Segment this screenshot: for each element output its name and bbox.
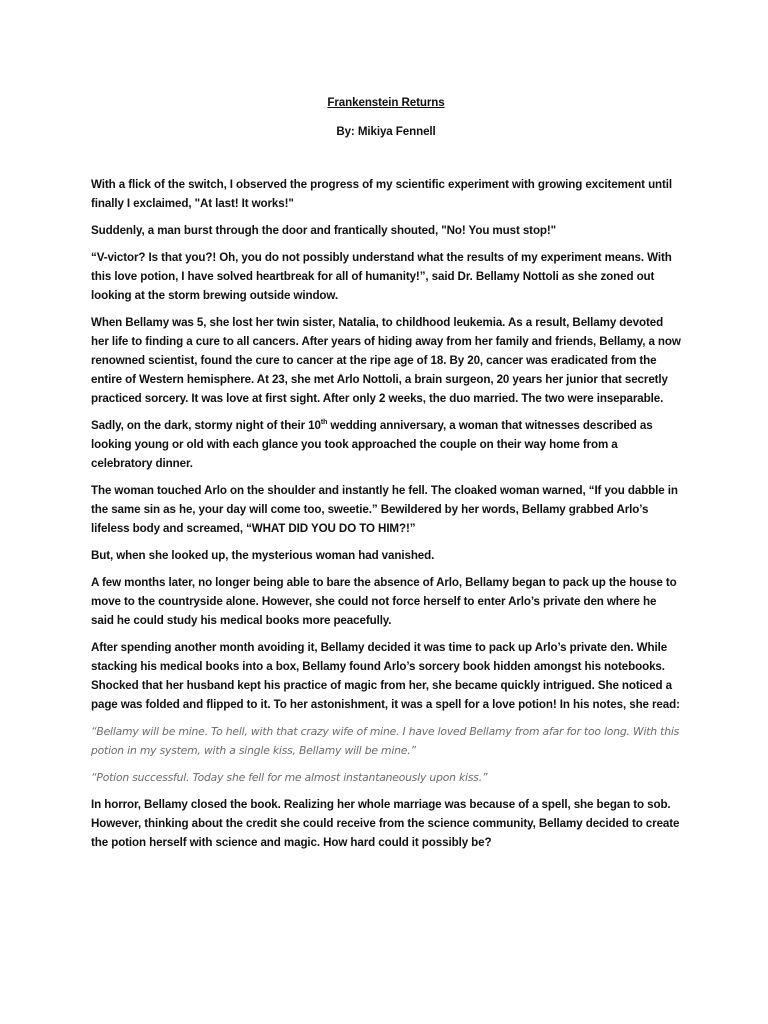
paragraph-5-superscript: th xyxy=(320,419,328,427)
paragraph-9: After spending another month avoiding it, Bellamy decided it was time to pack up Arlo’s private den. While stacking his medical books into a box, Bellamy found Arlo’s sorcery book hidden amongst his notebooks. Shocked that her husband kept his practice of magic from her, she became quickly intrigued. She noticed a page was folded and flipped to it. To her astonishment, it was a spell for a love potion! In his notes, she read: xyxy=(91,641,680,711)
document-title: Frankenstein Returns xyxy=(327,96,445,109)
paragraph-1: With a flick of the switch, I observed the progress of my scientific experiment with growing excitement until finally I exclaimed, "At last! It works!" xyxy=(91,178,673,210)
paragraph-5-before: Sadly, on the dark, stormy night of their 10 xyxy=(91,419,321,432)
closing-paragraph: In horror, Bellamy closed the book. Realizing her whole marriage was because of a spell, she began to sob. However, thinking about the credit she could receive from the science community, Bellamy decided to create the potion herself with science and magic. How hard could it possibly be? xyxy=(91,798,680,849)
handwritten-note-2: “Potion successful. Today she fell for me almost instantaneously upon kiss.” xyxy=(91,771,488,784)
paragraph-5 xyxy=(91,416,681,473)
paragraph-6: The woman touched Arlo on the shoulder and instantly he fell. The cloaked woman warned, “If you dabble in the same sin as he, your day will come too, sweetie.” Bewildered by her words, Bellamy grabbed Arlo’s lifeless body and screamed, “WHAT DID YOU DO TO HIM?!” xyxy=(91,484,678,535)
paragraph-4: When Bellamy was 5, she lost her twin sister, Natalia, to childhood leukemia. As a result, Bellamy devoted her life to finding a cure to all cancers. After years of hiding away from her family and friends, Bellamy, a now renowned scientist, found the cure to cancer at the ripe age of 18. By 20, cancer was eradicated from the entire of Western hemisphere. At 23, she met Arlo Nottoli, a brain surgeon, 20 years her junior that secretly practiced sorcery. It was love at first sight. After only 2 weeks, the duo married. The two were inseparable. xyxy=(91,316,681,405)
paragraph-5-after: wedding anniversary, a woman that witnesses described as looking young or old with each glance you took approached the couple on their way home from a celebratory dinner. xyxy=(91,419,653,470)
document-body xyxy=(91,93,681,860)
paragraph-3: “V-victor? Is that you?! Oh, you do not possibly understand what the results of my experiment means. With this love potion, I have solved heartbreak for all of humanity!”, said Dr. Bellamy Nottoli as she zoned out looking at the storm brewing outside window. xyxy=(91,251,672,302)
paragraph-7: But, when she looked up, the mysterious woman had vanished. xyxy=(91,549,435,562)
paragraph-8: A few months later, no longer being able to bare the absence of Arlo, Bellamy began to pack up the house to move to the countryside alone. However, she could not force herself to enter Arlo’s private den where he said he could study his medical books more peacefully. xyxy=(91,576,677,627)
handwritten-note-1: “Bellamy will be mine. To hell, with that crazy wife of mine. I have loved Bellamy from afar for too long. With this potion in my system, with a single kiss, Bellamy will be mine.” xyxy=(91,725,680,757)
paragraph-2: Suddenly, a man burst through the door and frantically shouted, "No! You must stop!" xyxy=(91,224,557,237)
document-author: By: Mikiya Fennell xyxy=(336,125,436,138)
